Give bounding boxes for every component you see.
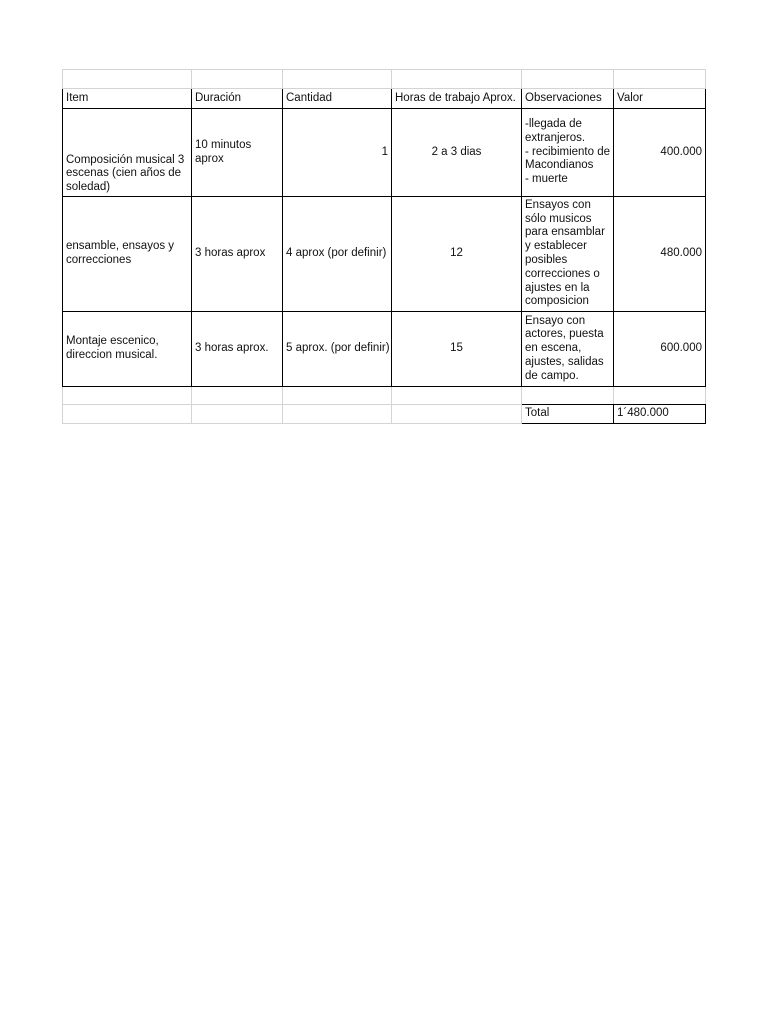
empty-cell	[192, 70, 283, 89]
cell-duracion: 10 minutos aprox	[192, 109, 283, 197]
cell-horas: 15	[392, 312, 522, 387]
cell-valor: 600.000	[614, 312, 706, 387]
empty-cell	[522, 70, 614, 89]
cell-cantidad: 4 aprox (por definir)	[283, 197, 392, 312]
table-row	[63, 197, 706, 312]
total-row	[63, 405, 706, 424]
budget-table	[62, 69, 706, 424]
header-cantidad: Cantidad	[283, 89, 392, 109]
empty-cell	[63, 405, 192, 424]
cell-item: Composición musical 3 escenas (cien años de soledad)	[63, 109, 192, 197]
cell-item: ensamble, ensayos y correcciones	[63, 197, 192, 312]
cell-valor: 480.000	[614, 197, 706, 312]
empty-cell	[283, 387, 392, 405]
header-observaciones: Observaciones	[522, 89, 614, 109]
header-row	[63, 89, 706, 109]
header-valor: Valor	[614, 89, 706, 109]
empty-cell	[614, 387, 706, 405]
empty-row-top	[63, 70, 706, 89]
total-value: 1´480.000	[614, 405, 706, 424]
cell-cantidad: 1	[283, 109, 392, 197]
table-row	[63, 312, 706, 387]
cell-observaciones: -llegada de extranjeros. - recibimiento de Macondianos - muerte	[522, 109, 614, 197]
cell-valor: 400.000	[614, 109, 706, 197]
cell-observaciones: Ensayo con actores, puesta en escena, ajustes, salidas de campo.	[522, 312, 614, 387]
table-row	[63, 109, 706, 197]
empty-cell	[522, 387, 614, 405]
empty-cell	[392, 387, 522, 405]
header-horas: Horas de trabajo Aprox.	[392, 89, 522, 109]
empty-row	[63, 387, 706, 405]
cell-duracion: 3 horas aprox	[192, 197, 283, 312]
empty-cell	[392, 405, 522, 424]
header-item: Item	[63, 89, 192, 109]
empty-cell	[392, 70, 522, 89]
empty-cell	[192, 405, 283, 424]
total-label: Total	[522, 405, 614, 424]
cell-cantidad: 5 aprox. (por definir)	[283, 312, 392, 387]
empty-cell	[63, 70, 192, 89]
empty-cell	[63, 387, 192, 405]
cell-item: Montaje escenico, direccion musical.	[63, 312, 192, 387]
empty-cell	[283, 70, 392, 89]
empty-cell	[283, 405, 392, 424]
empty-cell	[192, 387, 283, 405]
cell-duracion: 3 horas aprox.	[192, 312, 283, 387]
cell-horas: 12	[392, 197, 522, 312]
header-duracion: Duración	[192, 89, 283, 109]
cell-horas: 2 a 3 dias	[392, 109, 522, 197]
empty-cell	[614, 70, 706, 89]
cell-observaciones: Ensayos con sólo musicos para ensamblar y establecer posibles correcciones o ajustes en la composicion	[522, 197, 614, 312]
